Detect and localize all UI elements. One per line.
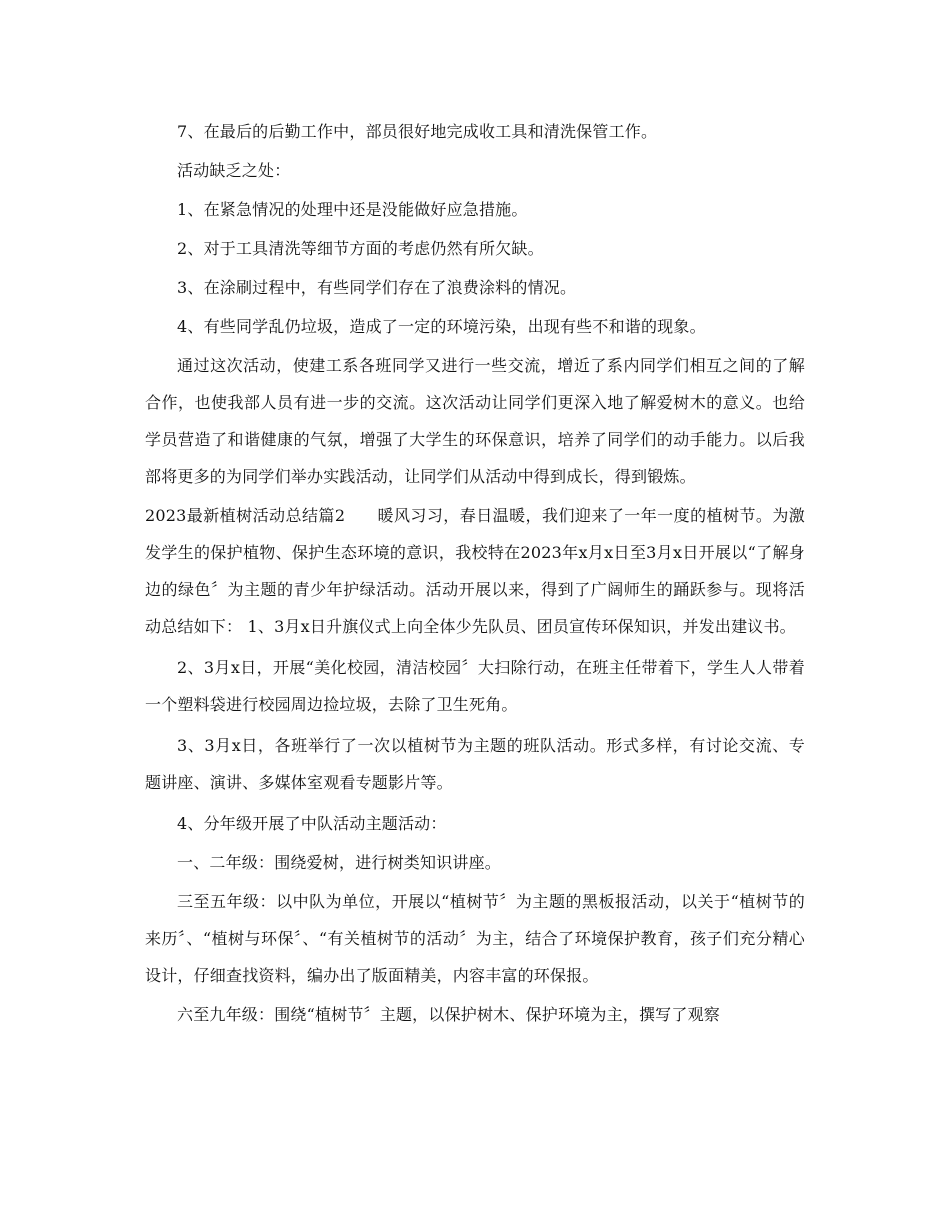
paragraph-grade-3-5: 三至五年级：以中队为单位，开展以“植树节〞为主题的黑板报活动，以关于“植树节的来历〞、“植树与环保〞、“有关植树节的活动〞为主，结合了环境保护教育，孩子们充分精心设计，仔细查找资料，编办出了版面精美，内容丰富的环保报。 xyxy=(145,892,805,985)
paragraph-grade-1-2: 一、二年级：围绕爱树，进行树类知识讲座。 xyxy=(177,853,502,872)
section-2-intro-text: 暖风习习，春日温暖，我们迎来了一年一度的植树节。为激发学生的保护植物、保护生态环境的意识，我校特在2023年x月x日至3月x日开展以“了解身边的绿色〞为主题的青少年护绿活动。活动开展以来，得到了广阔师生的踊跃参与。现将活动总结如下： 1、3月x日升旗仪式上向全体少先队员、团员宣传环保知识，并发出建议书。 xyxy=(145,506,806,636)
paragraph-shortcomings-heading: 活动缺乏之处： xyxy=(177,161,291,180)
paragraph-shortcoming-2: 2、对于工具清洗等细节方面的考虑仍然有所欠缺。 xyxy=(177,239,544,258)
paragraph-activity-2: 2、3月x日，开展“美化校园，清洁校园〞大扫除行动，在班主任带着下，学生人人带着一个塑料袋进行校园周边捡垃圾，去除了卫生死角。 xyxy=(145,658,805,714)
paragraph-activity-4: 4、分年级开展了中队活动主题活动： xyxy=(177,814,447,833)
paragraph-shortcoming-3: 3、在涂刷过程中，有些同学们存在了浪费涂料的情况。 xyxy=(177,278,577,297)
paragraph-grade-6-9: 六至九年级：围绕“植树节〞主题，以保护树木、保护环境为主，撰写了观察 xyxy=(177,1005,720,1024)
document-body xyxy=(145,113,805,1033)
paragraph-shortcoming-4: 4、有些同学乱仍垃圾，造成了一定的环境污染，出现有些不和谐的现象。 xyxy=(177,317,706,336)
paragraph-activity-3: 3、3月x日，各班举行了一次以植树节为主题的班队活动。形式多样，有讨论交流、专题讲座、演讲、多媒体室观看专题影片等。 xyxy=(145,736,805,792)
paragraph-summary: 通过这次活动，使建工系各班同学又进行一些交流，增近了系内同学们相互之间的了解合作，也使我部人员有进一步的交流。这次活动让同学们更深入地了解爱树木的意义。也给学员营造了和谐健康的气氛，增强了大学生的环保意识，培养了同学们的动手能力。以后我部将更多的为同学们举办实践活动，让同学们从活动中得到成长，得到锻炼。 xyxy=(145,356,805,486)
paragraph-shortcoming-1: 1、在紧急情况的处理中还是没能做好应急措施。 xyxy=(177,200,528,219)
section-2-title: 2023最新植树活动总结篇2 xyxy=(145,506,346,525)
section-2-intro xyxy=(145,497,805,645)
paragraph-logistics: 7、在最后的后勤工作中，部员很好地完成收工具和清洗保管工作。 xyxy=(177,122,658,141)
